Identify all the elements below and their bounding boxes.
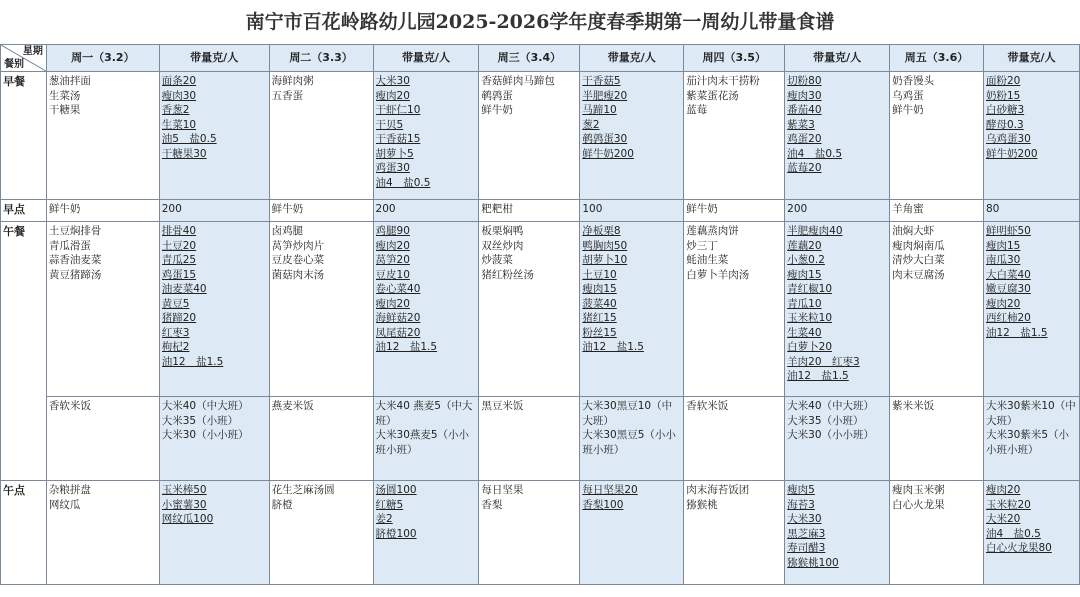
dish-cell [479, 397, 580, 481]
dish-cell [890, 481, 984, 585]
quantity-item: 鲜明虾50 [985, 225, 1031, 237]
dish-item: 炒三丁 [686, 239, 718, 252]
quantity-item: 网纹瓜100 [161, 513, 214, 525]
dish-cell [479, 72, 580, 200]
quantity-cell [785, 481, 890, 585]
quantity-item: 玉米粒20 [985, 498, 1031, 511]
quantity-item: 油12 盐1.5 [375, 341, 438, 353]
quantity-item: 大米30 [375, 75, 410, 87]
quantity-item: 玉米粒10 [787, 312, 833, 324]
quantity-item: 大米30黑豆10（中大班） [582, 400, 673, 427]
quantity-item: 粉丝15 [582, 326, 617, 339]
quantity-item: 羊肉20 红枣3 [787, 355, 860, 368]
menu-table [0, 44, 1080, 585]
quantity-item: 寿司醋3 [787, 542, 826, 554]
quantity-item: 豆皮10 [375, 268, 410, 281]
dish-item: 杂粮拼盘 [48, 484, 91, 496]
quantity-cell [785, 200, 890, 222]
quantity-item: 鸡蛋30 [375, 162, 410, 174]
quantity-item: 大米30（小小班） [161, 429, 249, 441]
dish-item: 蓝莓 [686, 104, 708, 116]
dish-item: 香软米饭 [686, 400, 729, 412]
quantity-item: 油12 盐1.5 [161, 355, 224, 368]
quantity-cell [373, 72, 479, 200]
quantity-item: 小葱0.2 [787, 254, 825, 266]
corner-cell [1, 45, 47, 72]
row-lunch [1, 222, 1080, 397]
quantity-item: 酵母0.3 [985, 118, 1024, 131]
quantity-cell [373, 481, 479, 585]
quantity-cell [983, 222, 1079, 397]
dish-item: 葱油拌面 [48, 75, 91, 87]
quantity-item: 姜2 [375, 513, 393, 525]
quantity-item: 瘦肉30 [787, 89, 822, 102]
quantity-cell [159, 200, 269, 222]
menu-body [1, 72, 1080, 585]
meal-label: 早餐 [1, 72, 47, 200]
quantity-item: 紫菜3 [787, 118, 815, 131]
quantity-item: 瘦肉20 [375, 297, 410, 310]
quantity-item: 菠菜40 [582, 297, 617, 310]
dish-cell [46, 200, 159, 222]
quantity-item: 大米40 燕麦5（中大班） [375, 400, 473, 427]
quantity-item: 鸡腿90 [375, 225, 410, 237]
dish-cell [890, 222, 984, 397]
dish-item: 鲜牛奶 [892, 104, 924, 116]
quantity-item: 瘦肉15 [787, 268, 822, 281]
dish-cell [684, 481, 785, 585]
quantity-item: 大米30紫米10（中大班） [985, 400, 1076, 427]
quantity-item: 青红椒10 [787, 283, 833, 295]
dish-item: 白心火龙果 [892, 498, 945, 511]
quantity-item: 干虾仁10 [375, 104, 421, 116]
dish-item: 瘦肉焖南瓜 [892, 239, 945, 252]
quantity-item: 大米30 [787, 513, 822, 525]
quantity-item: 香葱2 [161, 104, 190, 116]
header-row [1, 45, 1080, 72]
quantity-item: 海苔3 [787, 498, 815, 511]
dish-item: 土豆焖排骨 [48, 225, 102, 237]
header-wed: 周三（3.4） [479, 45, 580, 72]
quantity-item: 生菜10 [161, 118, 197, 131]
quantity-cell [373, 397, 479, 481]
quantity-cell [159, 72, 269, 200]
header-mon: 周一（3.2） [46, 45, 159, 72]
quantity-item: 白砂糖3 [985, 104, 1025, 116]
quantity-cell [373, 200, 479, 222]
dish-item: 燕麦米饭 [271, 400, 314, 412]
quantity-item: 面条20 [161, 75, 197, 87]
quantity-item: 鸡蛋20 [787, 133, 822, 145]
quantity-item: 瘦肉30 [161, 89, 197, 102]
quantity-item: 白心火龙果80 [985, 542, 1052, 554]
quantity-item: 胡萝卜5 [375, 147, 414, 160]
quantity-cell [580, 222, 684, 397]
quantity-item: 半肥瘦肉40 [787, 225, 843, 237]
dish-item: 鲜牛奶 [271, 203, 304, 215]
quantity-item: 每日坚果20 [582, 484, 638, 496]
header-qty: 带量克/人 [580, 45, 684, 72]
quantity-cell [159, 222, 269, 397]
dish-cell [684, 200, 785, 222]
header-qty: 带量克/人 [785, 45, 890, 72]
quantity-item: 100 [582, 203, 603, 215]
quantity-item: 排骨40 [161, 225, 197, 237]
dish-item: 鹌鹑蛋 [481, 89, 513, 102]
header-qty: 带量克/人 [159, 45, 269, 72]
dish-cell [684, 222, 785, 397]
header-tue: 周二（3.3） [269, 45, 373, 72]
quantity-item: 面粉20 [985, 75, 1021, 87]
dish-item: 香菇鲜肉马蹄包 [481, 75, 555, 87]
dish-item: 莴笋炒肉片 [271, 239, 325, 252]
menu-table-container [0, 44, 1080, 585]
quantity-item: 80 [985, 203, 1000, 215]
quantity-item: 油4 盐0.5 [375, 176, 431, 189]
dish-cell [269, 222, 373, 397]
quantity-item: 200 [375, 203, 396, 215]
dish-cell [269, 481, 373, 585]
quantity-item: 大米35（小班） [787, 414, 864, 427]
dish-item: 莲藕蒸肉饼 [686, 225, 739, 237]
quantity-item: 脐橙100 [375, 527, 417, 540]
quantity-cell [159, 481, 269, 585]
quantity-cell [580, 397, 684, 481]
quantity-item: 鲜牛奶200 [582, 147, 634, 160]
quantity-item: 凤尾菇20 [375, 326, 421, 339]
dish-cell [479, 222, 580, 397]
dish-item: 黄豆猪蹄汤 [48, 268, 102, 281]
dish-item: 肉末豆腐汤 [892, 268, 945, 281]
quantity-item: 鸭胸肉50 [582, 239, 628, 252]
quantity-item: 猪红15 [582, 312, 617, 324]
dish-cell [890, 200, 984, 222]
dish-item: 生菜汤 [48, 89, 81, 102]
dish-cell [269, 72, 373, 200]
dish-item: 肉末海苔饭团 [686, 484, 750, 496]
quantity-cell [983, 481, 1079, 585]
quantity-item: 瘦肉15 [985, 239, 1021, 252]
row-lunch-rice [1, 397, 1080, 481]
quantity-cell [983, 397, 1079, 481]
dish-item: 油焖大虾 [892, 225, 935, 237]
meal-label: 午餐 [1, 222, 47, 481]
quantity-item: 干糖果30 [161, 147, 207, 160]
meal-label: 午点 [1, 481, 47, 585]
quantity-item: 莴笋20 [375, 254, 410, 266]
quantity-item: 大米30紫米5（小小班小班） [985, 429, 1070, 456]
dish-cell [684, 72, 785, 200]
quantity-item: 嫩豆腐30 [985, 283, 1031, 295]
quantity-item: 汤圆100 [375, 484, 417, 496]
corner-label-meal: 餐别 [4, 59, 24, 70]
quantity-item: 切粉80 [787, 75, 822, 87]
quantity-item: 西红柿20 [985, 312, 1031, 324]
quantity-item: 葱2 [582, 118, 600, 131]
quantity-item: 白萝卜20 [787, 341, 833, 353]
quantity-cell [785, 222, 890, 397]
dish-item: 炒菠菜 [481, 254, 513, 266]
quantity-item: 200 [161, 203, 182, 215]
quantity-item: 生菜40 [787, 326, 822, 339]
dish-item: 茄汁肉末干捞粉 [686, 75, 760, 87]
quantity-cell [580, 481, 684, 585]
dish-cell [46, 72, 159, 200]
quantity-item: 瘦肉15 [582, 283, 617, 295]
header-qty: 带量克/人 [983, 45, 1079, 72]
quantity-item: 大米30黑豆5（小小班小班） [582, 429, 676, 456]
quantity-item: 干贝5 [375, 118, 404, 131]
quantity-item: 枸杞2 [161, 341, 190, 353]
quantity-cell [373, 222, 479, 397]
header-thu: 周四（3.5） [684, 45, 785, 72]
quantity-item: 青瓜25 [161, 254, 197, 266]
quantity-item: 大米30（小小班） [787, 429, 875, 441]
quantity-item: 猪蹄20 [161, 312, 197, 324]
dish-item: 紫菜蛋花汤 [686, 89, 739, 102]
quantity-item: 奶粉15 [985, 89, 1021, 102]
quantity-item: 马蹄10 [582, 104, 617, 116]
dish-cell [46, 397, 159, 481]
dish-item: 蚝油生菜 [686, 254, 729, 266]
dish-item: 猪红粉丝汤 [481, 268, 534, 281]
dish-item: 清炒大白菜 [892, 254, 945, 266]
quantity-item: 卷心菜40 [375, 283, 421, 295]
dish-item: 卤鸡腿 [271, 225, 304, 237]
quantity-item: 大米40（中大班） [787, 400, 875, 412]
quantity-item: 大米40（中大班） [161, 400, 249, 412]
quantity-item: 净板栗8 [582, 225, 621, 237]
quantity-item: 玉米棒50 [161, 484, 207, 496]
dish-item: 白萝卜羊肉汤 [686, 268, 750, 281]
dish-item: 脐橙 [271, 498, 293, 511]
dish-item: 紫米米饭 [892, 400, 935, 412]
quantity-cell [785, 72, 890, 200]
quantity-item: 海鲜菇20 [375, 312, 421, 324]
header-fri: 周五（3.6） [890, 45, 984, 72]
quantity-cell [785, 397, 890, 481]
quantity-item: 乌鸡蛋30 [985, 133, 1031, 145]
row-breakfast [1, 72, 1080, 200]
dish-item: 蒜香油麦菜 [48, 254, 102, 266]
dish-cell [890, 72, 984, 200]
dish-item: 瘦肉玉米粥 [892, 484, 945, 496]
quantity-item: 香梨100 [582, 498, 624, 511]
dish-item: 网纹瓜 [48, 498, 81, 511]
quantity-item: 油4 盐0.5 [985, 527, 1041, 540]
dish-item: 豆皮卷心菜 [271, 254, 325, 266]
dish-item: 花生芝麻汤圆 [271, 484, 335, 496]
quantity-item: 瘦肉5 [787, 484, 815, 496]
dish-cell [46, 222, 159, 397]
quantity-item: 鲜牛奶200 [985, 147, 1038, 160]
quantity-item: 瘦肉20 [985, 484, 1021, 496]
quantity-item: 小蜜薯30 [161, 498, 207, 511]
quantity-item: 红枣3 [161, 326, 190, 339]
dish-item: 乌鸡蛋 [892, 89, 924, 102]
quantity-cell [580, 72, 684, 200]
quantity-item: 瘦肉20 [375, 239, 410, 252]
quantity-item: 干香菇5 [582, 75, 621, 87]
quantity-item: 鹌鹑蛋30 [582, 133, 628, 145]
row-afternoon-snack [1, 481, 1080, 585]
quantity-item: 黄豆5 [161, 297, 190, 310]
quantity-item: 大米35（小班） [161, 414, 239, 427]
quantity-item: 油5 盐0.5 [161, 133, 217, 145]
quantity-item: 油12 盐1.5 [787, 370, 849, 382]
dish-item: 双丝炒肉 [481, 239, 524, 252]
quantity-item: 红糖5 [375, 498, 404, 511]
quantity-item: 油12 盐1.5 [985, 326, 1048, 339]
dish-cell [479, 481, 580, 585]
quantity-item: 200 [787, 203, 808, 215]
quantity-item: 莲藕20 [787, 239, 822, 252]
dish-item: 香软米饭 [48, 400, 91, 412]
quantity-item: 土豆10 [582, 268, 617, 281]
quantity-item: 大米20 [985, 513, 1021, 525]
dish-item: 鲜牛奶 [48, 203, 81, 215]
quantity-item: 番茄40 [787, 104, 822, 116]
row-morning-snack [1, 200, 1080, 222]
dish-item: 香梨 [481, 498, 503, 511]
dish-item: 干糖果 [48, 104, 81, 116]
quantity-item: 胡萝卜10 [582, 254, 628, 266]
quantity-item: 大米30燕麦5（小小班小班） [375, 429, 470, 456]
quantity-item: 大白菜40 [985, 268, 1031, 281]
dish-cell [269, 200, 373, 222]
dish-cell [684, 397, 785, 481]
quantity-item: 瘦肉20 [375, 89, 410, 102]
quantity-item: 瘦肉20 [985, 297, 1021, 310]
dish-item: 奶香馒头 [892, 75, 935, 87]
quantity-item: 猕猴桃100 [787, 556, 839, 569]
dish-item: 菌菇肉末汤 [271, 268, 325, 281]
quantity-item: 鸡蛋15 [161, 268, 197, 281]
dish-item: 鲜牛奶 [481, 104, 513, 116]
quantity-item: 干香菇15 [375, 133, 421, 145]
dish-item: 青瓜滑蛋 [48, 239, 91, 252]
dish-item: 粑粑柑 [481, 203, 513, 215]
dish-item: 猕猴桃 [686, 498, 718, 511]
dish-item: 鲜牛奶 [686, 203, 718, 215]
quantity-item: 蓝莓20 [787, 162, 822, 174]
quantity-cell [580, 200, 684, 222]
quantity-cell [159, 397, 269, 481]
quantity-item: 油4 盐0.5 [787, 147, 843, 160]
dish-item: 羊角蜜 [892, 203, 924, 215]
dish-cell [269, 397, 373, 481]
meal-label: 早点 [1, 200, 47, 222]
corner-label-weekday: 星期 [22, 46, 43, 57]
page-title: 南宁市百花岭路幼儿园2025-2026学年度春季期第一周幼儿带量食谱 [245, 11, 835, 33]
quantity-cell [983, 72, 1079, 200]
quantity-item: 半肥瘦20 [582, 89, 628, 102]
quantity-item: 青瓜10 [787, 297, 822, 310]
dish-item: 海鲜肉粥 [271, 75, 314, 87]
dish-item: 板栗焖鸭 [481, 225, 524, 237]
dish-cell [890, 397, 984, 481]
quantity-cell [983, 200, 1079, 222]
dish-item: 五香蛋 [271, 89, 304, 102]
header-qty: 带量克/人 [373, 45, 479, 72]
dish-item: 每日坚果 [481, 484, 524, 496]
dish-cell [46, 481, 159, 585]
quantity-item: 南瓜30 [985, 254, 1021, 266]
quantity-item: 黑芝麻3 [787, 527, 826, 540]
dish-item: 黑豆米饭 [481, 400, 524, 412]
quantity-item: 油麦菜40 [161, 283, 207, 295]
quantity-item: 土豆20 [161, 239, 197, 252]
quantity-item: 油12 盐1.5 [582, 341, 644, 353]
dish-cell [479, 200, 580, 222]
